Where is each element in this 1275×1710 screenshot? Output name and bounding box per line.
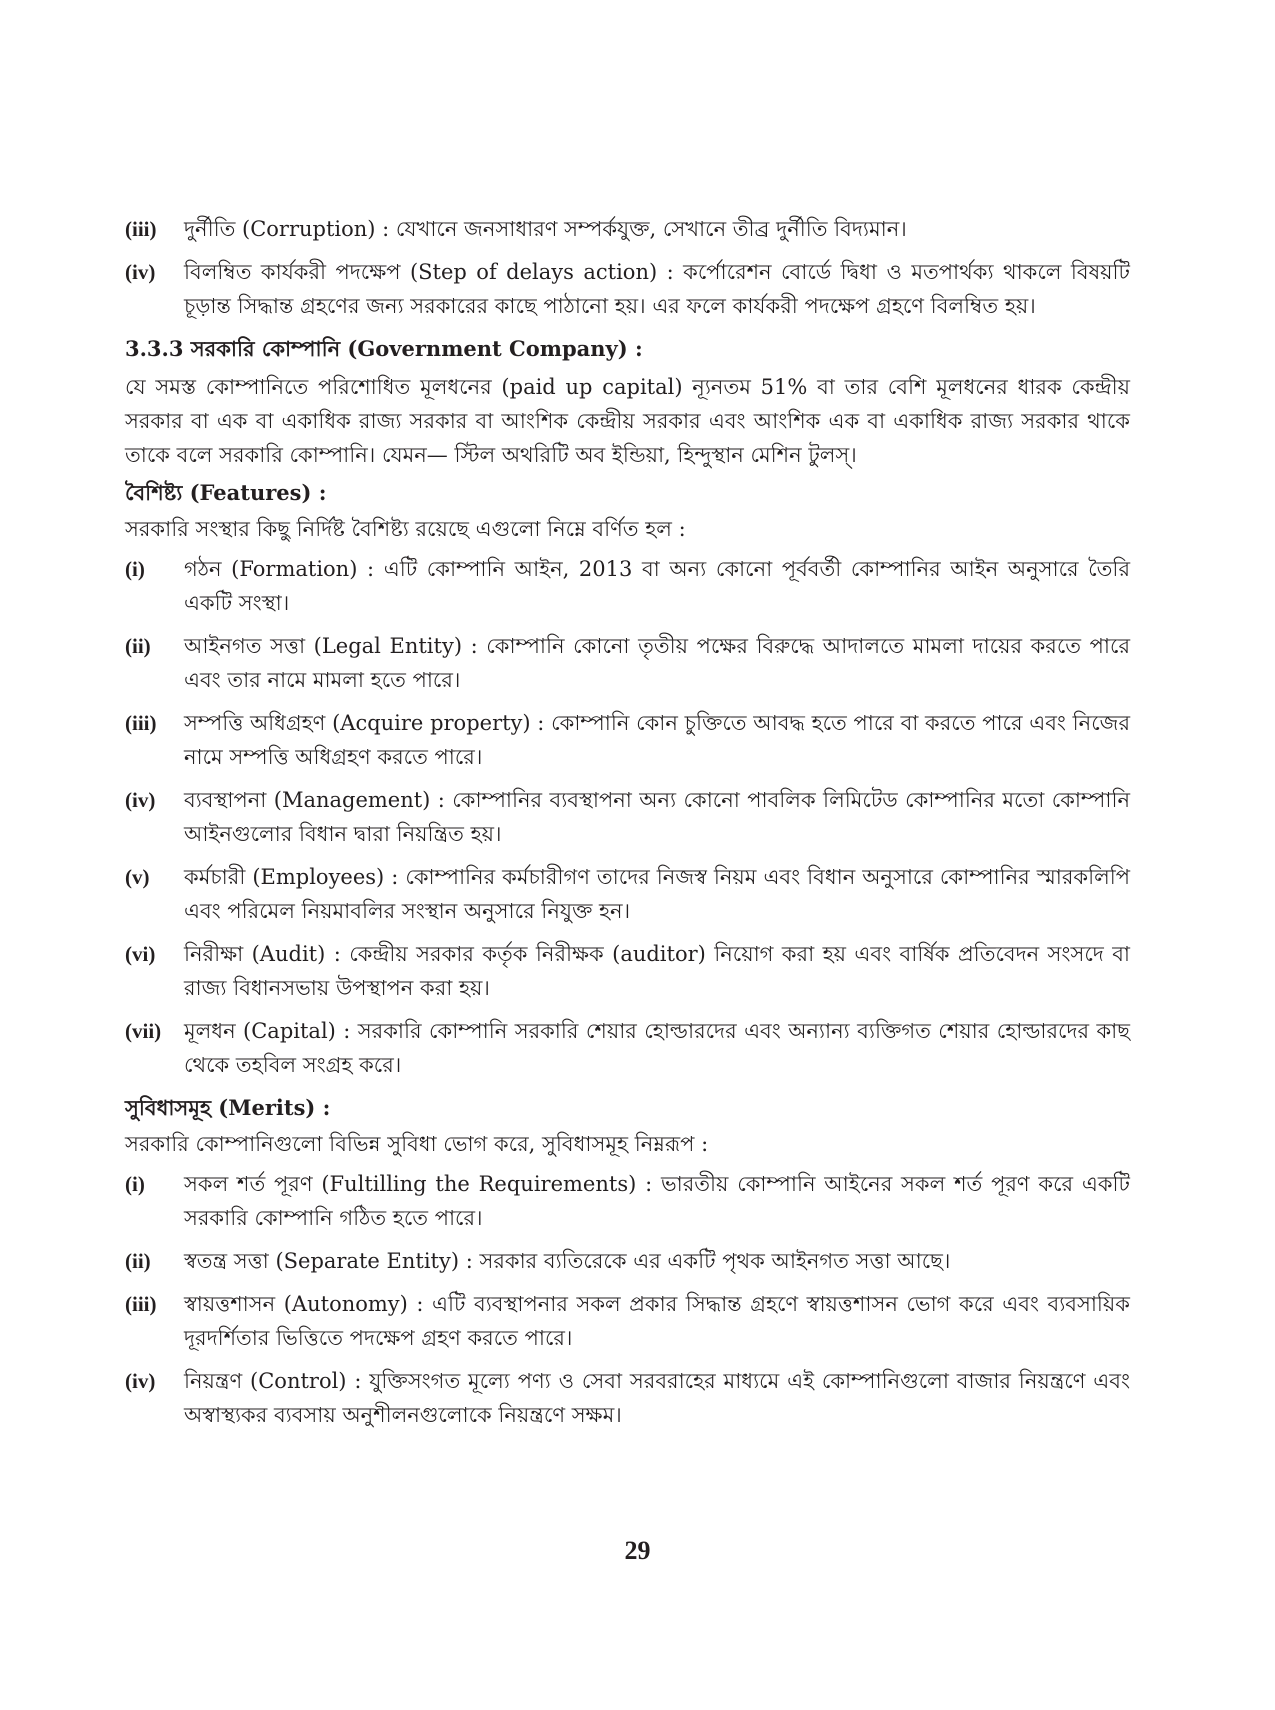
item-number: (iv) <box>125 1369 156 1393</box>
item-number: (iv) <box>125 260 156 284</box>
item-number: (i) <box>125 1172 145 1196</box>
merit-item <box>125 1167 1130 1235</box>
item-text: সকল শর্ত পূরণ (Fultilling the Requirements) : ভারতীয় কোম্পানি আইনের সকল শর্ত পূরণ করে একটি সরকারি কোম্পানি গঠিত হতে পারে। <box>184 1172 1130 1230</box>
item-number: (ii) <box>125 1249 151 1273</box>
item-text: স্বায়ত্তশাসন (Autonomy) : এটি ব্যবস্থাপনার সকল প্রকার সিদ্ধান্ত গ্রহণে স্বায়ত্তশাসন ভোগ করে এবং ব্যবসায়িক দূরদর্শিতার ভিত্তিতে পদক্ষেপ গ্রহণ করতে পারে। <box>184 1292 1130 1350</box>
merit-item <box>125 1364 1130 1432</box>
features-heading: বৈশিষ্ট্য (Features) : <box>125 480 327 505</box>
item-text: কর্মচারী (Employees) : কোম্পানির কর্মচারীগণ তাদের নিজস্ব নিয়ম এবং বিধান অনুসারে কোম্পানির স্মারকলিপি এবং পরিমেল নিয়মাবলির সংস্থান অনুসারে নিযুক্ত হন। <box>184 865 1130 923</box>
merit-item <box>125 1244 1130 1278</box>
list-item <box>125 255 1130 323</box>
item-text: নিরীক্ষা (Audit) : কেন্দ্রীয় সরকার কর্তৃক নিরীক্ষক (auditor) নিয়োগ করা হয় এবং বার্ষিক প্রতিবেদন সংসদে বা রাজ্য বিধানসভায় উপস্থাপন করা হয়। <box>184 942 1130 1000</box>
merits-intro: সরকারি কোম্পানিগুলো বিভিন্ন সুবিধা ভোগ করে, সুবিধাসমূহ নিম্নরূপ : <box>125 1132 709 1156</box>
feature-item <box>125 937 1130 1005</box>
item-text: দুর্নীতি (Corruption) : যেখানে জনসাধারণ সম্পর্কযুক্ত, সেখানে তীব্র দুর্নীতি বিদ্যমান। <box>184 217 907 241</box>
item-text: বিলম্বিত কার্যকরী পদক্ষেপ (Step of delays action) : কর্পোরেশন বোর্ডে দ্বিধা ও মতপার্থক্য থাকলে বিষয়টি চূড়ান্ত সিদ্ধান্ত গ্রহণের জন্য সরকারের কাছে পাঠানো হয়। এর ফলে কার্যকরী পদক্ষেপ গ্রহণে বিলম্বিত হয়। <box>184 260 1130 318</box>
item-number: (iii) <box>125 217 157 241</box>
item-number: (vi) <box>125 942 156 966</box>
page-number: 29 <box>624 1536 651 1565</box>
section-heading: 3.3.3 সরকারি কোম্পানি (Government Company) : <box>125 336 643 361</box>
feature-item <box>125 706 1130 774</box>
item-text: সম্পত্তি অধিগ্রহণ (Acquire property) : কোম্পানি কোন চুক্তিতে আবদ্ধ হতে পারে বা করতে পারে এবং নিজের নামে সম্পত্তি অধিগ্রহণ করতে পারে। <box>184 711 1130 769</box>
item-number: (i) <box>125 557 145 581</box>
item-number: (iii) <box>125 1292 157 1316</box>
page-content <box>125 212 1130 1441</box>
item-text: ব্যবস্থাপনা (Management) : কোম্পানির ব্যবস্থাপনা অন্য কোনো পাবলিক লিমিটেড কোম্পানির মতো কোম্পানি আইনগুলোর বিধান দ্বারা নিয়ন্ত্রিত হয়। <box>184 788 1130 846</box>
feature-item <box>125 552 1130 620</box>
list-item <box>125 212 1130 246</box>
item-text: স্বতন্ত্র সত্তা (Separate Entity) : সরকার ব্যতিরেকে এর একটি পৃথক আইনগত সত্তা আছে। <box>184 1249 951 1273</box>
item-text: গঠন (Formation) : এটি কোম্পানি আইন, 2013 বা অন্য কোনো পূর্ববর্তী কোম্পানির আইন অনুসারে তৈরি একটি সংস্থা। <box>184 557 1130 615</box>
item-text: মূলধন (Capital) : সরকারি কোম্পানি সরকারি শেয়ার হোল্ডারদের এবং অন্যান্য ব্যক্তিগত শেয়ার হোল্ডারদের কাছ থেকে তহবিল সংগ্রহ করে। <box>184 1019 1130 1077</box>
feature-item <box>125 1014 1130 1082</box>
item-text: নিয়ন্ত্রণ (Control) : যুক্তিসংগত মূল্যে পণ্য ও সেবা সরবরাহের মাধ্যমে এই কোম্পানিগুলো বাজার নিয়ন্ত্রণে এবং অস্বাস্থ্যকর ব্যবসায় অনুশীলনগুলোকে নিয়ন্ত্রণে সক্ষম। <box>184 1369 1130 1427</box>
item-number: (v) <box>125 865 150 889</box>
item-text: আইনগত সত্তা (Legal Entity) : কোম্পানি কোনো তৃতীয় পক্ষের বিরুদ্ধে আদালতে মামলা দায়ের করতে পারে এবং তার নামে মামলা হতে পারে। <box>184 634 1130 692</box>
features-intro: সরকারি সংস্থার কিছু নির্দিষ্ট বৈশিষ্ট্য রয়েছে এগুলো নিম্নে বর্ণিত হল : <box>125 517 686 541</box>
item-number: (ii) <box>125 634 151 658</box>
feature-item <box>125 629 1130 697</box>
item-number: (iv) <box>125 788 156 812</box>
item-number: (iii) <box>125 711 157 735</box>
feature-item <box>125 860 1130 928</box>
feature-item <box>125 783 1130 851</box>
section-paragraph: যে সমস্ত কোম্পানিতে পরিশোধিত মূলধনের (paid up capital) ন্যূনতম 51% বা তার বেশি মূলধনের ধারক কেন্দ্রীয় সরকার বা এক বা একাধিক রাজ্য সরকার বা আংশিক কেন্দ্রীয় সরকার এবং আংশিক এক বা একাধিক রাজ্য সরকার থাকে তাকে বলে সরকারি কোম্পানি। যেমন— স্টিল অথরিটি অব ইন্ডিয়া, হিন্দুস্থান মেশিন টুলস্। <box>125 375 1130 467</box>
item-number: (vii) <box>125 1019 162 1043</box>
merits-heading: সুবিধাসমূহ (Merits) : <box>125 1095 331 1120</box>
merit-item <box>125 1287 1130 1355</box>
